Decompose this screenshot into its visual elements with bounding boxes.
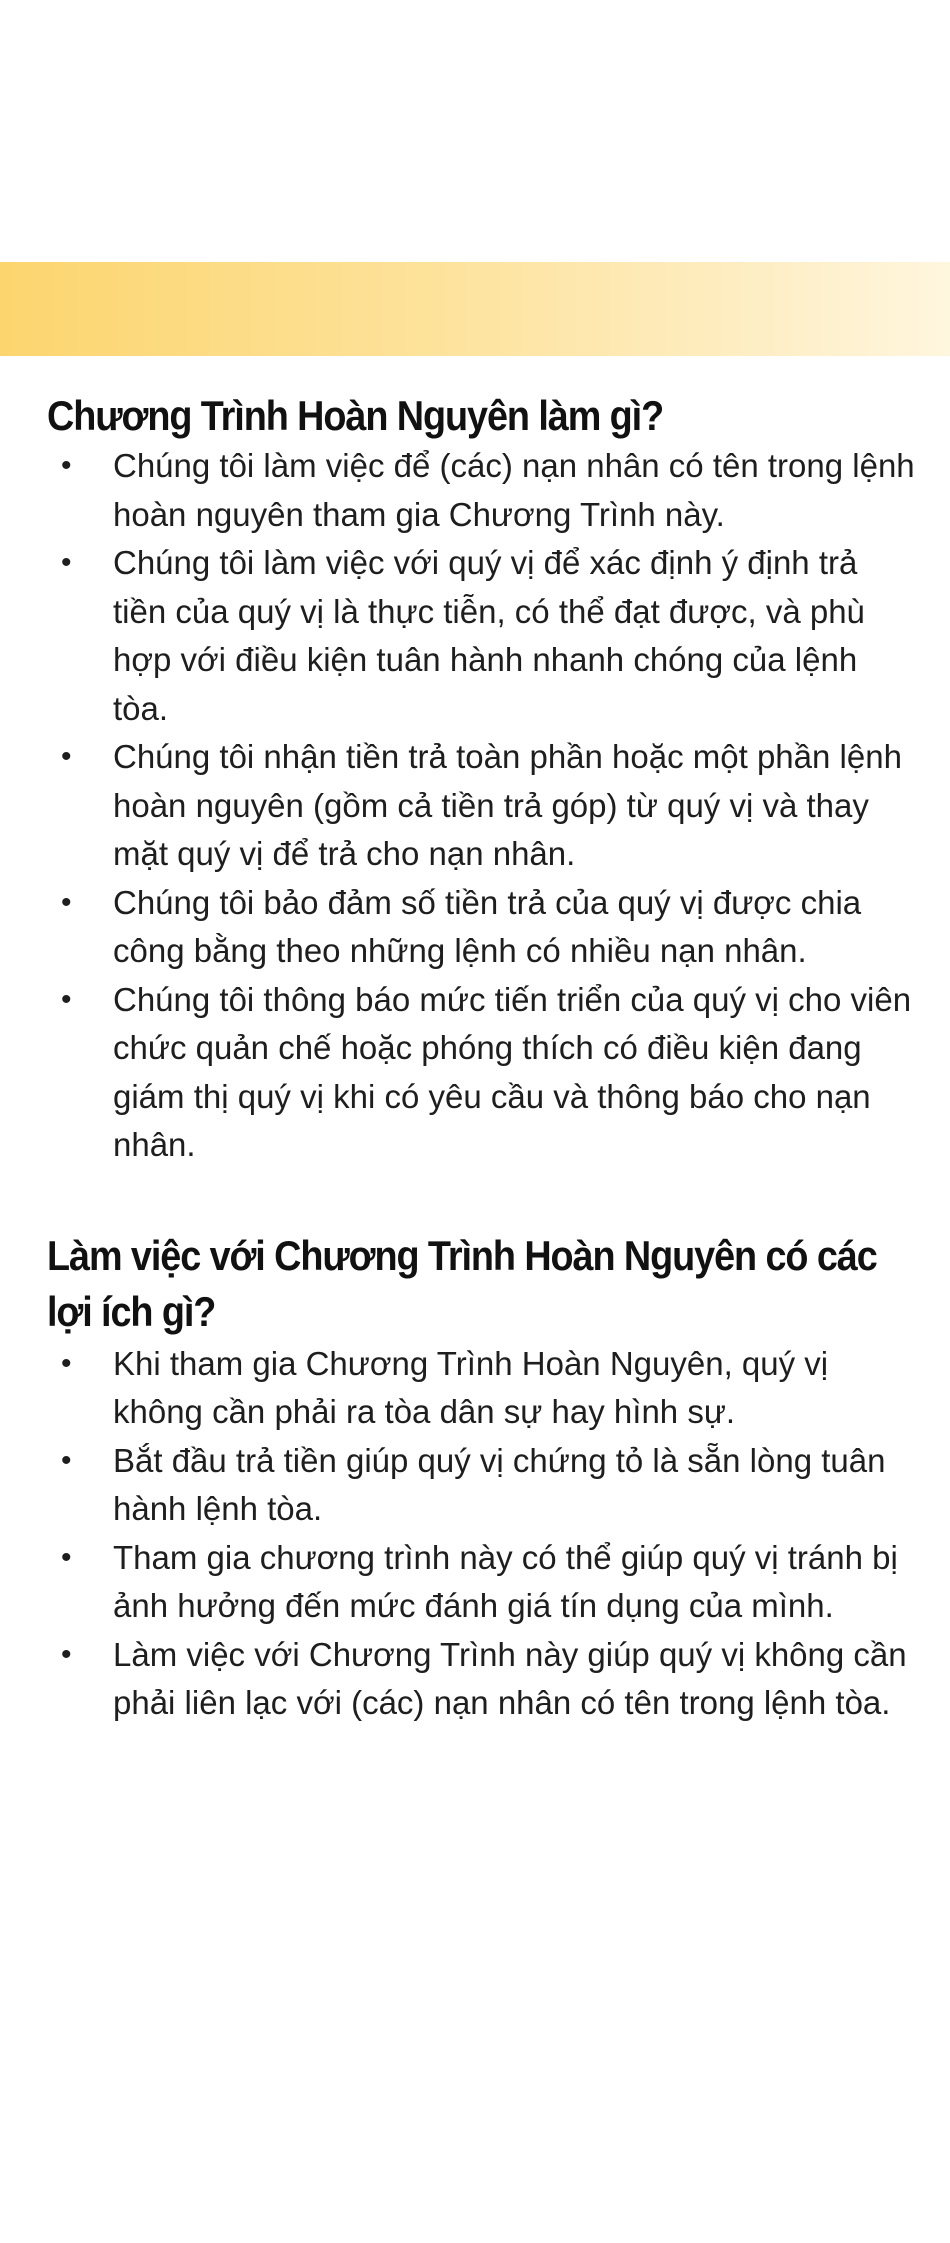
bullet-icon: • bbox=[61, 1443, 72, 1477]
section-title-what-program-does: Chương Trình Hoàn Nguyên làm gì? bbox=[47, 392, 664, 439]
bullet-icon: • bbox=[61, 982, 72, 1016]
document-body bbox=[47, 390, 917, 1728]
bullet-icon: • bbox=[61, 1540, 72, 1574]
bullet-icon: • bbox=[61, 740, 72, 773]
bullet-icon: • bbox=[61, 1346, 72, 1380]
list-item: • Chúng tôi làm việc với quý vị để xác định ý định trả tiền của quý vị là thực tiễn, có thể đạt được, và phù hợp với điều kiện tuân hành nhanh chóng của lệnh tòa. bbox=[47, 539, 917, 733]
header-banner bbox=[0, 262, 950, 356]
list-item: • Làm việc với Chương Trình này giúp quý vị không cần phải liên lạc với (các) nạn nhân có tên trong lệnh tòa. bbox=[47, 1631, 917, 1728]
list-item: • Chúng tôi bảo đảm số tiền trả của quý vị được chia công bằng theo những lệnh có nhiều nạn nhân. bbox=[47, 879, 917, 976]
bullet-list-program-activities bbox=[47, 442, 917, 1170]
bullet-icon: • bbox=[61, 449, 72, 482]
list-item: • Chúng tôi làm việc để (các) nạn nhân có tên trong lệnh hoàn nguyên tham gia Chương Trình này. bbox=[47, 442, 917, 539]
bullet-icon: • bbox=[61, 546, 72, 579]
bullet-icon: • bbox=[61, 1637, 72, 1671]
list-item: • Chúng tôi thông báo mức tiến triển của quý vị cho viên chức quản chế hoặc phóng thích có điều kiện đang giám thị quý vị khi có yêu cầu và thông báo cho nạn nhân. bbox=[47, 976, 917, 1170]
bullet-icon: • bbox=[61, 885, 72, 919]
list-item: • Khi tham gia Chương Trình Hoàn Nguyên, quý vị không cần phải ra tòa dân sự hay hình sự. bbox=[47, 1340, 917, 1437]
list-item: • Tham gia chương trình này có thể giúp quý vị tránh bị ảnh hưởng đến mức đánh giá tín dụng của mình. bbox=[47, 1534, 917, 1631]
list-item: • Bắt đầu trả tiền giúp quý vị chứng tỏ là sẵn lòng tuân hành lệnh tòa. bbox=[47, 1437, 917, 1534]
bullet-list-benefits bbox=[47, 1340, 917, 1728]
section-title-benefits: Làm việc với Chương Trình Hoàn Nguyên có các lợi ích gì? bbox=[47, 1231, 877, 1335]
list-item: • Chúng tôi nhận tiền trả toàn phần hoặc một phần lệnh hoàn nguyên (gồm cả tiền trả góp) từ quý vị và thay mặt quý vị để trả cho nạn nhân. bbox=[47, 733, 917, 879]
